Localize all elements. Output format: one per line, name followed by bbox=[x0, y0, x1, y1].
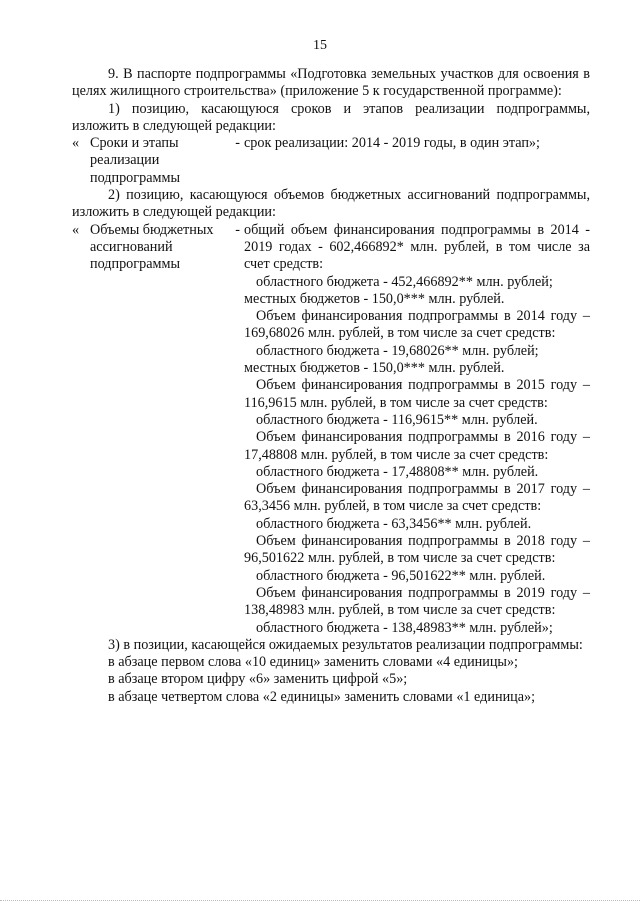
volumes-dash: - bbox=[235, 221, 240, 238]
volume-line: Объем финансирования подпрограммы в 2016 году – 17,48808 млн. рублей, в том числе за счет средств: bbox=[244, 429, 590, 463]
page-number: 15 bbox=[313, 38, 327, 53]
volume-line: областного бюджета - 116,9615** млн. рублей. bbox=[256, 411, 538, 428]
sub-item: в абзаце первом слова «10 единиц» заменить словами «4 единицы»; bbox=[108, 654, 519, 671]
terms-row bbox=[72, 135, 590, 187]
volumes-label bbox=[90, 222, 244, 637]
volumes-row bbox=[72, 222, 590, 637]
volumes-value bbox=[244, 222, 590, 637]
volume-line: областного бюджета - 96,501622** млн. рублей. bbox=[256, 567, 546, 584]
volume-line: областного бюджета - 17,48808** млн. рублей. bbox=[256, 463, 539, 480]
volumes-label-text: Объемы бюджетных ассигнований подпрограммы bbox=[90, 221, 214, 273]
volume-line: местных бюджетов - 150,0*** млн. рублей. bbox=[244, 360, 505, 377]
open-quote-2: « bbox=[72, 221, 80, 238]
sub-item: в абзаце четвертом слова «2 единицы» заменить словами «1 единица»; bbox=[108, 688, 536, 705]
terms-value: срок реализации: 2014 - 2019 годы, в один этап»; bbox=[244, 135, 540, 152]
terms-dash: - bbox=[235, 135, 240, 152]
sub-item: в абзаце втором цифру «6» заменить цифрой «5»; bbox=[108, 671, 408, 688]
item-2: 2) позицию, касающуюся объемов бюджетных ассигнований подпрограммы, изложить в следующей редакции: bbox=[72, 187, 590, 221]
volume-line: Объем финансирования подпрограммы в 2018 году – 96,501622 млн. рублей, в том числе за счет средств: bbox=[244, 533, 590, 567]
volume-line: областного бюджета - 452,466892** млн. рублей; bbox=[256, 273, 553, 290]
item-3: 3) в позиции, касающейся ожидаемых результатов реализации подпрограммы: bbox=[108, 636, 583, 653]
volume-line: Объем финансирования подпрограммы в 2019 году – 138,48983 млн. рублей, в том числе за счет средств: bbox=[244, 584, 590, 619]
volume-line: областного бюджета - 138,48983** млн. рублей»; bbox=[256, 619, 553, 636]
document-body bbox=[72, 66, 590, 706]
terms-label-text: Сроки и этапы реализации подпрограммы bbox=[90, 135, 180, 186]
volume-line: общий объем финансирования подпрограммы в 2014 - 2019 годах - 602,466892* млн. рублей, в том числе за счет средств: bbox=[244, 221, 590, 273]
volume-line: Объем финансирования подпрограммы в 2014 году – 169,68026 млн. рублей, в том числе за счет средств: bbox=[244, 308, 590, 342]
volume-line: Объем финансирования подпрограммы в 2017 году – 63,3456 млн. рублей, в том числе за счет средств: bbox=[244, 481, 590, 515]
item-1: 1) позицию, касающуюся сроков и этапов реализации подпрограммы, изложить в следующей редакции: bbox=[72, 100, 590, 134]
paragraph-9: 9. В паспорте подпрограммы «Подготовка земельных участков для освоения в целях жилищного строительства» (приложение 5 к государственной программе): bbox=[72, 66, 590, 100]
volume-line: областного бюджета - 63,3456** млн. рублей. bbox=[256, 515, 532, 532]
volume-line: местных бюджетов - 150,0*** млн. рублей. bbox=[244, 290, 505, 307]
bottom-edge bbox=[0, 900, 640, 901]
volume-line: Объем финансирования подпрограммы в 2015 году – 116,9615 млн. рублей, в том числе за счет средств: bbox=[244, 377, 590, 411]
terms-label bbox=[90, 135, 244, 187]
volume-line: областного бюджета - 19,68026** млн. рублей; bbox=[256, 342, 539, 359]
open-quote: « bbox=[72, 135, 80, 152]
